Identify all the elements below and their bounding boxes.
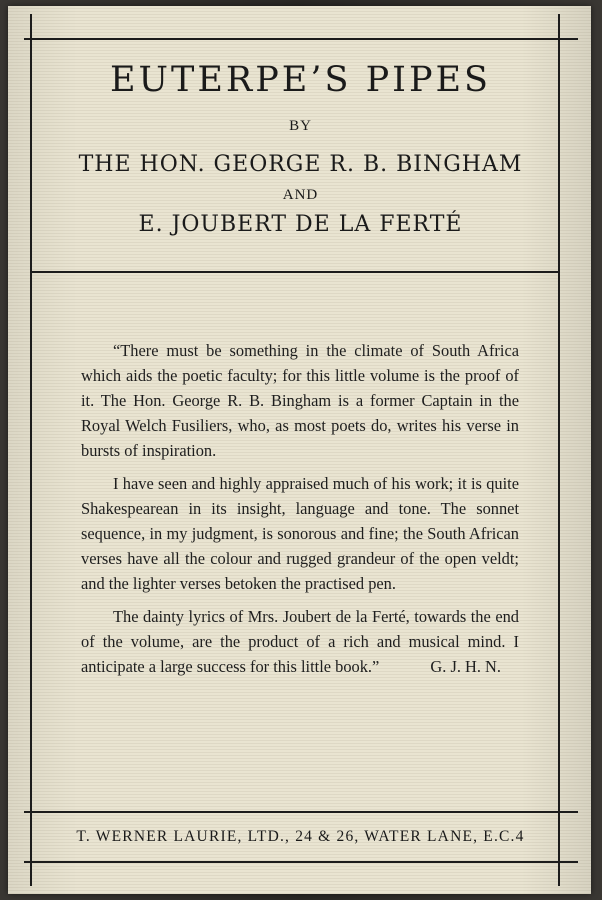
author-primary: THE HON. GEORGE R. B. BINGHAM [78, 152, 523, 177]
blurb-paragraph-3 [81, 604, 519, 679]
publisher-top-rule [24, 811, 578, 813]
review-blurb [81, 338, 519, 687]
publisher-bottom-rule [24, 861, 578, 863]
blurb-paragraph-1: “There must be something in the climate of South Africa which aids the poetic faculty; for this little volume is the proof of it. The Hon. George R. B. Bingham is a former Captain in the Royal Welch Fusiliers, who, as most poets do, writes his verse in bursts of inspiration. [81, 341, 519, 460]
blurb-signature: G. J. H. N. [430, 657, 501, 676]
frame-left-rule [30, 14, 32, 886]
publisher-imprint: T. WERNER LAURIE, LTD., 24 & 26, WATER LANE, E.C.4 [76, 828, 525, 845]
by-label: BY [289, 118, 312, 134]
blurb-paragraph-3-text: The dainty lyrics of Mrs. Joubert de la Ferté, towards the end of the volume, are the product of a rich and musical mind. I anticipate a large success for this little book.” [81, 607, 519, 676]
blurb-paragraph-2: I have seen and highly appraised much of his work; it is quite Shakespearean in its insight, language and tone. The sonnet sequence, in my judgment, is sonorous and fine; the South African verses have all the colour and rugged grandeur of the open veldt; and the lighter verses betoken the practised pen. [81, 474, 519, 593]
frame-right-rule [558, 14, 560, 886]
and-label: AND [282, 187, 319, 203]
frame-top-rule [24, 38, 578, 40]
title-divider-rule [32, 271, 560, 273]
book-title: EUTERPE’S PIPES [109, 60, 492, 100]
author-secondary: E. JOUBERT DE LA FERTÉ [138, 212, 463, 237]
